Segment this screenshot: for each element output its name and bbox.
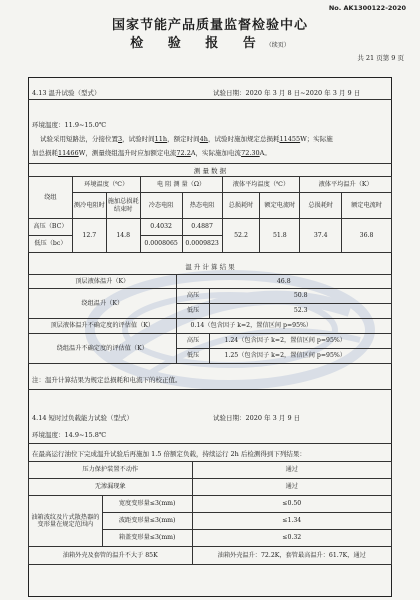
cell-rise-total-loss: 37.4 <box>300 219 342 253</box>
divider <box>28 163 392 164</box>
row-winding-hv: 高压（BC） <box>29 219 73 236</box>
top-oil-unc-label: 顶层液体温升不确定度的评估值（K） <box>29 319 177 334</box>
page-info: 共 21 页第 9 页 <box>357 54 404 62</box>
header-rise-rated-current: 额定电流时 <box>342 193 392 219</box>
header-winding: 绕组 <box>29 177 73 219</box>
cell-oil-rated: 51.8 <box>260 219 300 253</box>
measurement-table <box>28 176 392 253</box>
winding-unc-hv-value: 1.24（包含因子 k=2，置信区间 p=95%） <box>210 334 392 349</box>
deform-row-value: ≤0.32 <box>192 530 391 547</box>
divider <box>28 443 392 444</box>
overload-row-label: 无渗漏现象 <box>29 479 193 496</box>
actual-current-value: 72.30 <box>241 149 260 157</box>
winding-unc-hv-label: 高压 <box>176 334 210 349</box>
overload-row-label: 压力保护装置不动作 <box>29 462 193 479</box>
top-oil-rise-value: 46.8 <box>176 275 391 289</box>
rated-current-value: 72.2 <box>176 149 191 157</box>
test-duration-value: 11h <box>154 135 168 143</box>
divider <box>28 389 392 390</box>
calc-results-table <box>28 274 392 364</box>
winding-rise-label: 绕组温升（K） <box>29 289 177 319</box>
desc-text: W，测量绕组温升时应加额定电流 <box>78 149 177 157</box>
winding-rise-lv-label: 低压 <box>176 304 210 319</box>
deform-row-value: ≤1.34 <box>192 513 391 530</box>
measured-data-title: 测 量 数 据 <box>193 167 227 175</box>
cell-env-measure: 12.7 <box>72 219 106 253</box>
cell-hv-cold: 0.4032 <box>140 219 182 236</box>
desc-text: 加总损耗 <box>32 149 58 157</box>
deform-group-label: 油箱波纹及片式散热器的变形量在规定范围内 <box>29 496 103 547</box>
temp-rise-test-date: 试验日期：2020 年 3 月 8 日~2020 年 3 月 9 日 <box>213 89 361 97</box>
overload-intro: 在最高运行油位下完成温升试验后再施加 1.5 倍额定负载，持续运行 2h 后检测得到下列结果： <box>32 450 306 458</box>
shell-rise-label: 油箱外壳及套管的温升不大于 85K <box>29 547 193 565</box>
cell-rise-rated: 36.8 <box>342 219 392 253</box>
header-rise-total-loss: 总损耗时 <box>300 193 342 219</box>
row-winding-lv: 低压（bc） <box>29 236 73 253</box>
temp-rise-note: 注：温升计算结果为规定总损耗和电流下的校正值。 <box>32 376 182 384</box>
cell-env-loss-end: 14.8 <box>106 219 140 253</box>
desc-text: ，试验时施加规定总损耗 <box>207 135 280 143</box>
specified-loss-value: 11455 <box>279 135 301 143</box>
overload-table <box>28 461 392 565</box>
header-measure-res-time: 测冷电阻时 <box>72 193 106 219</box>
winding-unc-lv-value: 1.25（包含因子 k=2，置信区间 p=95%） <box>210 349 392 364</box>
cell-hv-hot: 0.4887 <box>182 219 222 236</box>
top-oil-rise-label: 顶层液体温升（K） <box>29 275 177 289</box>
header-hot-resistance: 热态电阻 <box>182 193 222 219</box>
cell-lv-hot: 0.0009823 <box>182 236 222 253</box>
deform-row-label: 宽度变形量≤3(mm) <box>102 496 192 513</box>
overload-section-label: 4.14 短时过负载能力试验（型式） <box>32 414 134 422</box>
deform-row-label: 箱盖变形量≤3(mm) <box>102 530 192 547</box>
header-oil-avg-temp: 液体平均温度（℃） <box>222 177 300 193</box>
overload-row-value: 通过 <box>192 479 391 496</box>
cell-oil-total-loss: 52.2 <box>222 219 260 253</box>
shell-rise-value: 油箱外壳温升：72.2K，套管最高温升：61.7K，通过 <box>192 547 391 565</box>
temp-rise-env-temp: 环境温度：11.9~15.0℃ <box>32 121 107 129</box>
report-title-suffix: （续页） <box>265 42 290 49</box>
divider <box>28 99 392 100</box>
calc-results-title: 温 升 计 算 结 果 <box>185 263 235 271</box>
desc-text: A。 <box>259 149 271 157</box>
desc-text: ，试验时间 <box>122 135 155 143</box>
winding-rise-hv-value: 50.8 <box>210 289 392 304</box>
top-oil-unc-value: 0.14（包含因子 k=2，置信区间 p=95%） <box>176 319 391 334</box>
overload-row-value: 通过 <box>192 462 391 479</box>
cell-lv-cold: 0.0008065 <box>140 236 182 253</box>
header-env-temp: 环境温度（℃） <box>72 177 140 193</box>
winding-unc-label: 绕组温升不确定度的评估值（K） <box>29 334 177 364</box>
report-org-title: 国家节能产品质量监督检验中心 <box>111 18 308 33</box>
winding-rise-lv-value: 52.3 <box>210 304 392 319</box>
temp-rise-desc-line1 <box>40 134 333 143</box>
overload-test-date: 试验日期：2020 年 3 月 9 日 <box>213 414 301 422</box>
temp-rise-desc-line2 <box>32 148 271 157</box>
header-oil-rated-current: 额定电流时 <box>260 193 300 219</box>
temp-rise-section-label: 4.13 温升试验（型式） <box>32 89 101 97</box>
report-title <box>0 32 420 51</box>
deform-row-value: ≤0.50 <box>192 496 391 513</box>
rated-duration-value: 4h <box>199 135 208 143</box>
report-number: No. AK1300122-2020 <box>328 4 406 12</box>
header-cold-resistance: 冷态电阻 <box>140 193 182 219</box>
deform-row-label: 波距变形量≤3(mm) <box>102 513 192 530</box>
report-title-text: 检 验 报 告 <box>130 36 266 51</box>
header-oil-total-loss: 总损耗时 <box>222 193 260 219</box>
overload-env-temp: 环境温度：14.9~15.8℃ <box>32 431 107 439</box>
desc-text: A，实际施加电流 <box>190 149 242 157</box>
winding-rise-hv-label: 高压 <box>176 289 210 304</box>
header-oil-avg-rise: 液体平均温升（K） <box>300 177 392 193</box>
desc-text: W；实际施 <box>300 135 333 143</box>
desc-text: 试验采用短路法，分接位置 <box>40 135 118 143</box>
winding-unc-lv-label: 低压 <box>176 349 210 364</box>
tap-position-value: 3 <box>118 135 123 143</box>
header-resistance: 电 阻 测 量（Ω） <box>140 177 222 193</box>
actual-loss-value: 11466 <box>58 149 79 157</box>
header-loss-end-time: 施加总损耗结束时 <box>106 193 140 219</box>
desc-text: ，额定时间 <box>167 135 200 143</box>
